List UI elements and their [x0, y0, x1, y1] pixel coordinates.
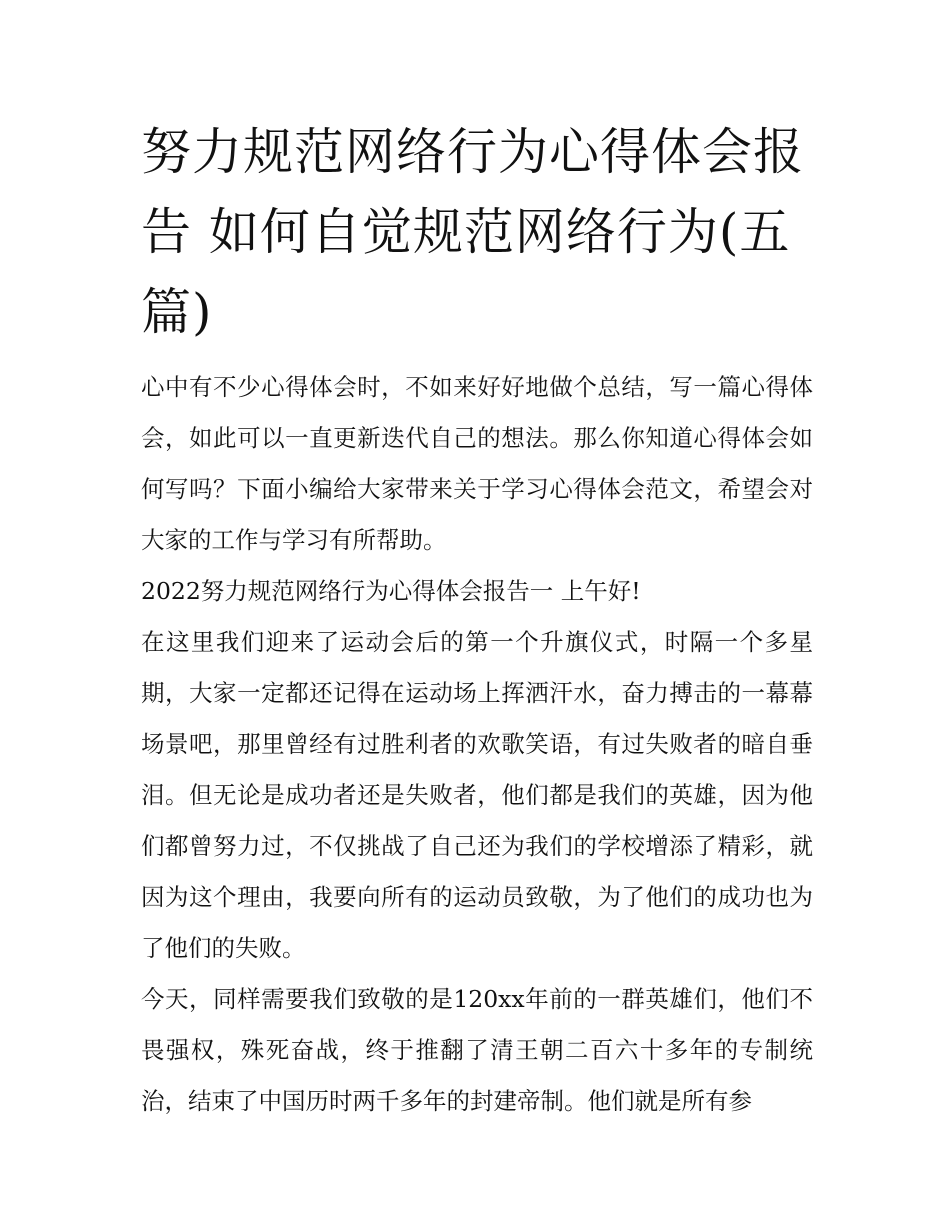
- paragraph-section-heading: 2022努力规范网络行为心得体会报告一 上午好!: [141, 577, 641, 605]
- document-body: [141, 112, 813, 1127]
- paragraph-sports-meeting: 在这里我们迎来了运动会后的第一个升旗仪式，时隔一个多星期，大家一定都还记得在运动场上挥洒汗水，奋力搏击的一幕幕场景吧，那里曾经有过胜利者的欢歌笑语，有过失败者的暗自垂泪。但无论是成功者还是失败者，他们都是我们的英雄，因为他们都曾努力过，不仅挑战了自己还为我们的学校增添了精彩，就因为这个理由，我要向所有的运动员致敬，为了他们的成功也为了他们的失败。: [141, 628, 813, 962]
- paragraph-intro: 心中有不少心得体会时，不如来好好地做个总结，写一篇心得体会，如此可以一直更新迭代自己的想法。那么你知道心得体会如何写吗？下面小编给大家带来关于学习心得体会范文，希望会对大家的工作与学习有所帮助。: [141, 373, 813, 554]
- document-title: 努力规范网络行为心得体会报告 如何自觉规范网络行为(五篇): [141, 123, 804, 341]
- paragraph-heroes: 今天，同样需要我们致敬的是120xx年前的一群英雄们，他们不畏强权，殊死奋战，终于推翻了清王朝二百六十多年的专制统治，结束了中国历时两千多年的封建帝制。他们就是所有参: [141, 985, 813, 1115]
